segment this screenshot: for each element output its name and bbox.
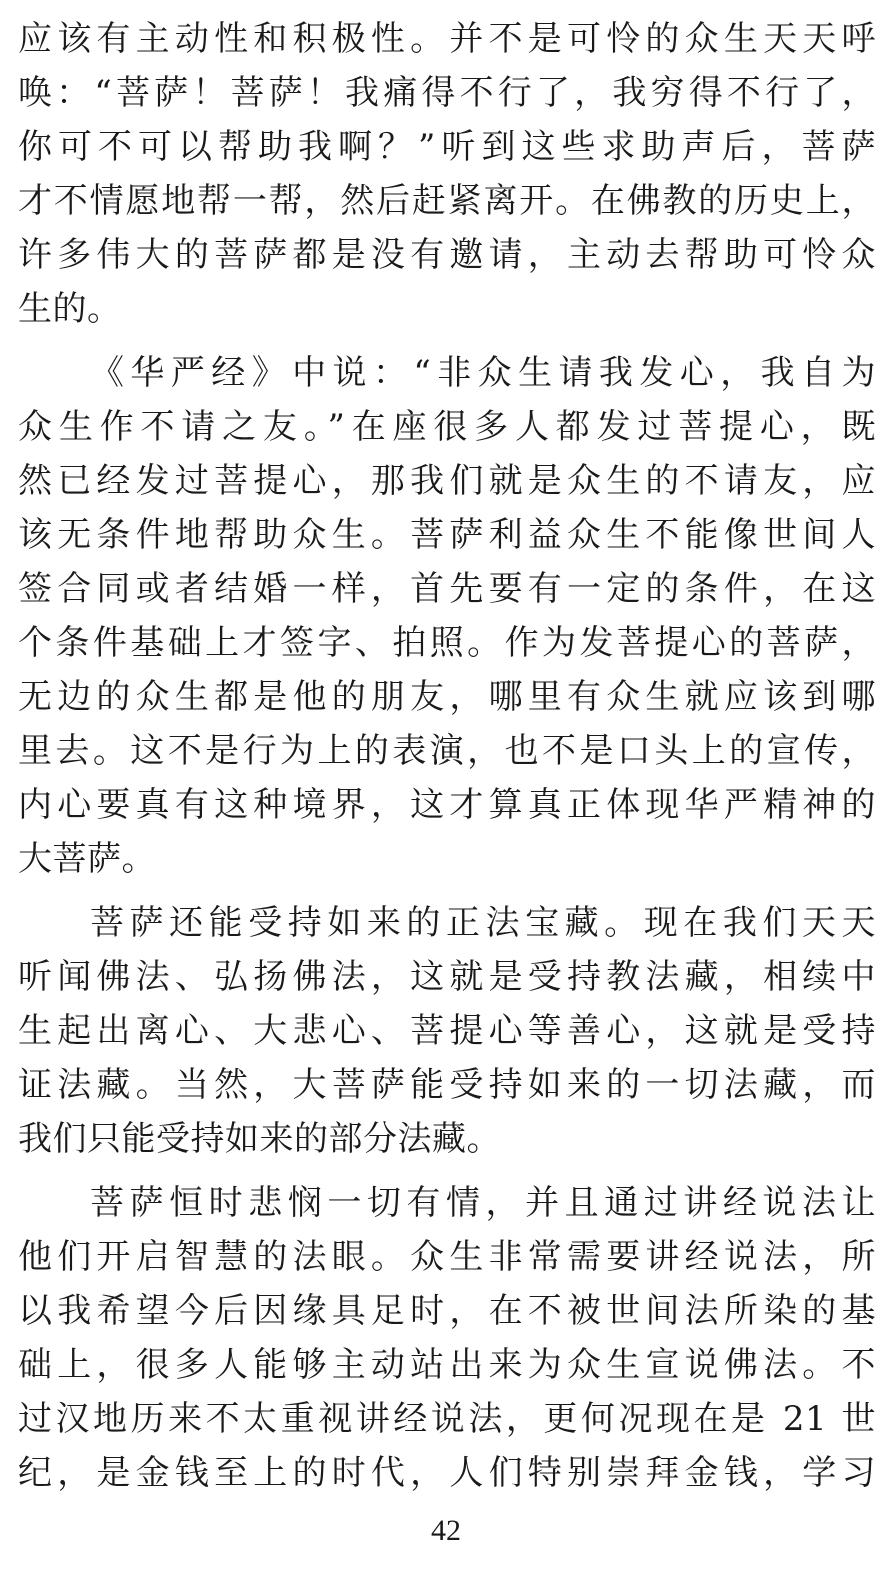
text-line: 菩萨恒时悲悯一切有情，并且通过讲经说法让 <box>90 1183 876 1223</box>
text-line: 签合同或者结婚一样，首先要有一定的条件，在这 <box>18 569 876 609</box>
text-line: 我们只能受持如来的部分法藏。 <box>18 1119 501 1159</box>
book-page <box>18 12 876 1500</box>
text-line: 内心要真有这种境界，这才算真正体现华严精神的 <box>18 785 876 825</box>
text-line: 你可不可以帮助我啊？”听到这些求助声后，菩萨 <box>18 127 876 167</box>
page-number: 42 <box>431 1514 461 1547</box>
text-line: 许多伟大的菩萨都是没有邀请，主动去帮助可怜众 <box>18 235 876 275</box>
text-line: 应该有主动性和积极性。并不是可怜的众生天天呼 <box>18 19 876 59</box>
text-line: 过汉地历来不太重视讲经说法，更何况现在是 21 世 <box>18 1399 876 1439</box>
text-line: 证法藏。当然，大菩萨能受持如来的一切法藏，而 <box>18 1065 876 1105</box>
text-line: 大菩萨。 <box>18 839 156 879</box>
paragraph-4 <box>18 1176 876 1500</box>
text-line: 众生作不请之友。”在座很多人都发过菩提心，既 <box>18 407 876 447</box>
text-line: 以我希望今后因缘具足时，在不被世间法所染的基 <box>18 1291 876 1331</box>
text-line: 里去。这不是行为上的表演，也不是口头上的宣传， <box>18 731 876 771</box>
paragraph-1 <box>18 12 876 336</box>
text-line: 听闻佛法、弘扬佛法，这就是受持教法藏，相续中 <box>18 957 876 997</box>
text-line: 无边的众生都是他的朋友，哪里有众生就应该到哪 <box>18 677 876 717</box>
text-line: 生起出离心、大悲心、菩提心等善心，这就是受持 <box>18 1011 876 1051</box>
text-line: 才不情愿地帮一帮，然后赶紧离开。在佛教的历史上， <box>18 181 876 221</box>
text-line: 他们开启智慧的法眼。众生非常需要讲经说法，所 <box>18 1237 876 1277</box>
text-line: 生的。 <box>18 289 122 329</box>
paragraph-2 <box>18 346 876 886</box>
text-line: 唤：“菩萨！菩萨！我痛得不行了，我穷得不行了， <box>18 73 876 113</box>
text-line: 《华严经》中说：“非众生请我发心，我自为 <box>90 353 876 393</box>
text-line: 纪，是金钱至上的时代，人们特别崇拜金钱，学习 <box>18 1453 876 1493</box>
paragraph-3 <box>18 896 876 1166</box>
text-line: 菩萨还能受持如来的正法宝藏。现在我们天天 <box>90 903 876 943</box>
text-line: 该无条件地帮助众生。菩萨利益众生不能像世间人 <box>18 515 876 555</box>
text-line: 然已经发过菩提心，那我们就是众生的不请友，应 <box>18 461 876 501</box>
text-line: 个条件基础上才签字、拍照。作为发菩提心的菩萨， <box>18 623 876 663</box>
text-line: 础上，很多人能够主动站出来为众生宣说佛法。不 <box>18 1345 876 1385</box>
